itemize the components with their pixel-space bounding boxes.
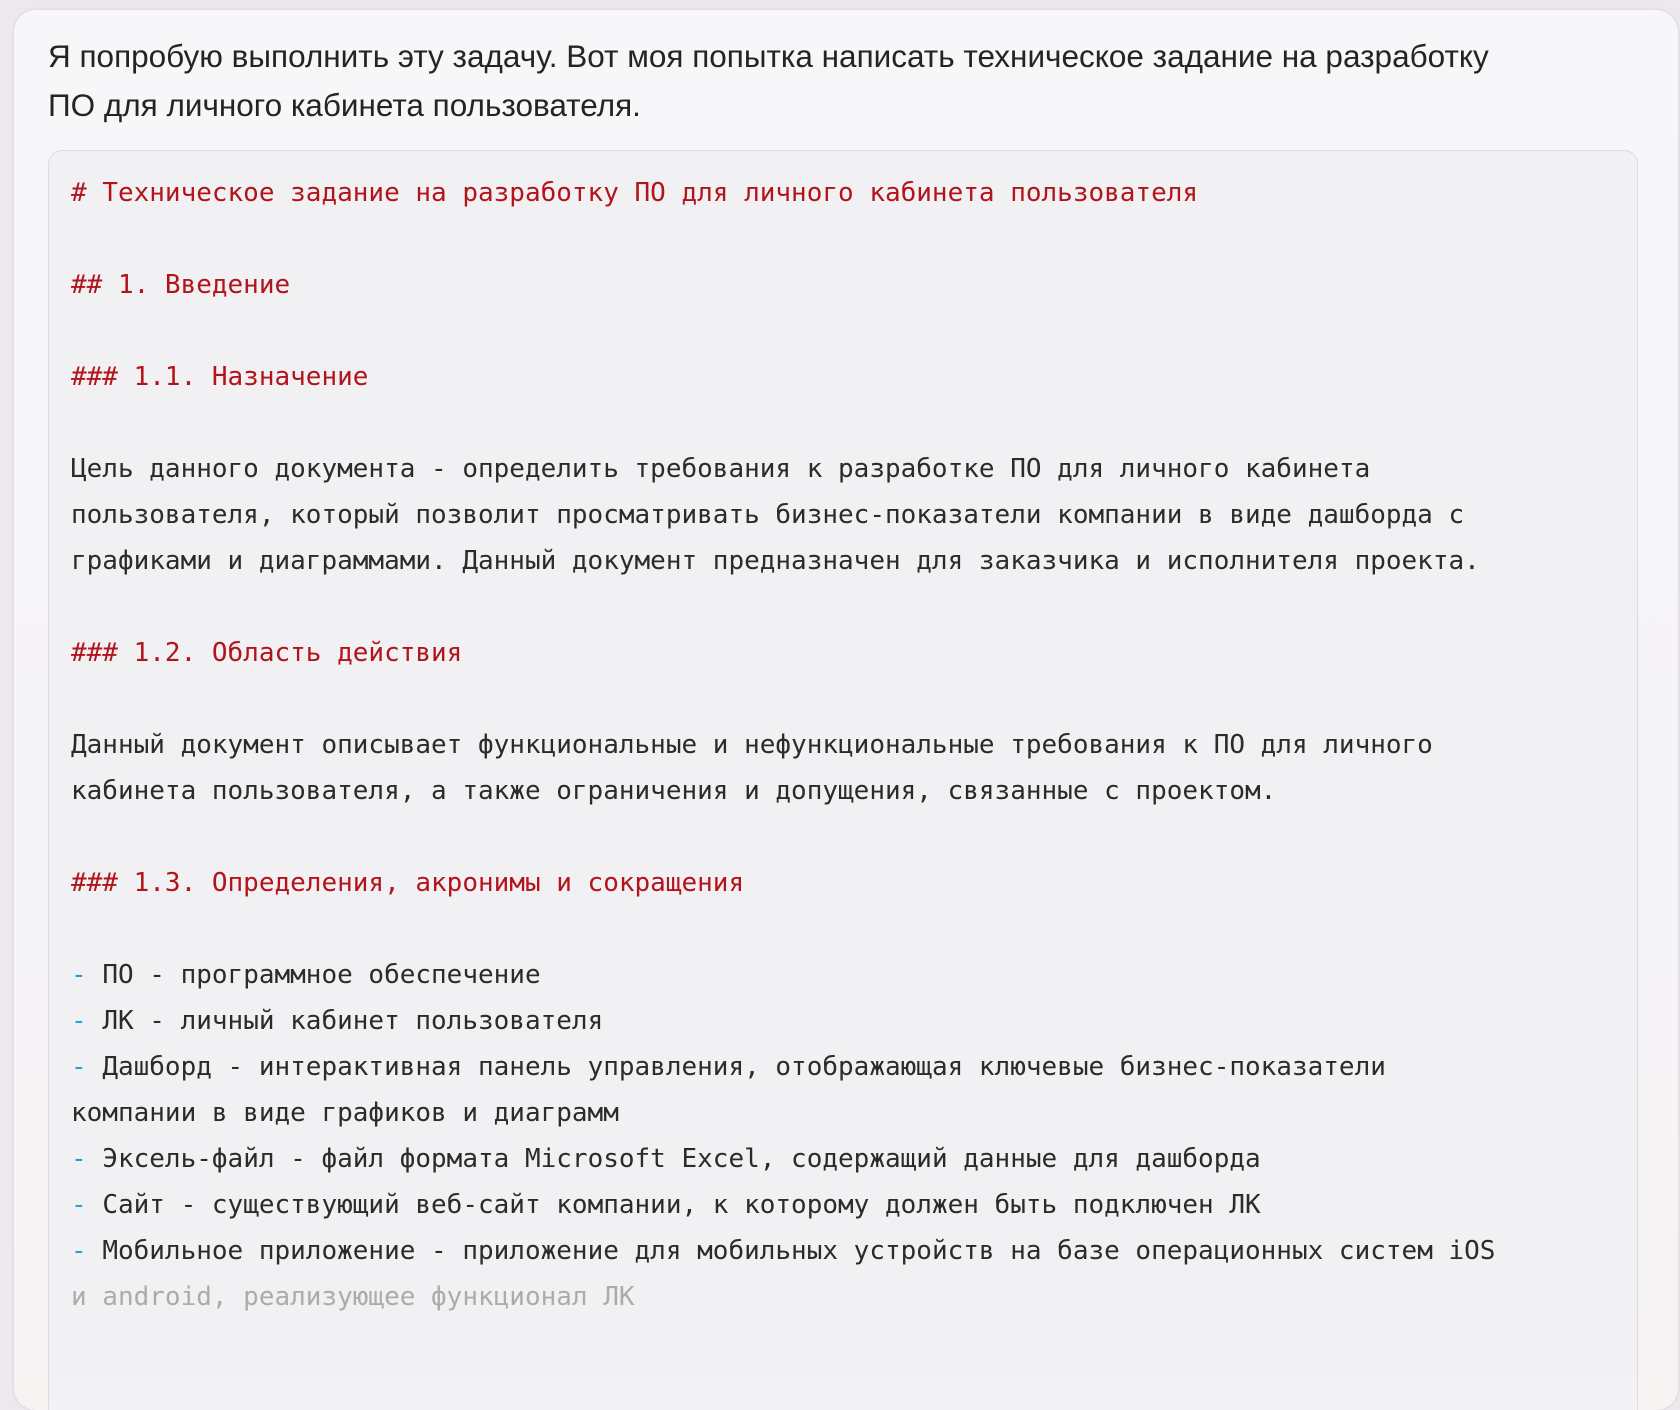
definition-continuation: и android, реализующее функционал ЛК xyxy=(71,1282,635,1312)
intro-line-1: Я попробую выполнить эту задачу. Вот моя попытка написать техническое задание на разработку xyxy=(48,38,1489,74)
bullet-dash: - xyxy=(71,1144,87,1174)
bullet-dash: - xyxy=(71,1190,87,1220)
subsection-heading-definitions: ### 1.3. Определения, акронимы и сокращения xyxy=(71,868,745,898)
definition-text: Сайт - существующий веб-сайт компании, к которому должен быть подключен ЛК xyxy=(102,1190,1261,1220)
definition-list-item xyxy=(71,1231,1495,1271)
scope-text-line: Данный документ описывает функциональные и нефункциональные требования к ПО для личного xyxy=(71,730,1433,760)
bullet-dash: - xyxy=(71,1052,87,1082)
purpose-text-line: графиками и диаграммами. Данный документ предназначен для заказчика и исполнителя проекта. xyxy=(71,546,1480,576)
chat-message-bubble xyxy=(14,10,1678,1410)
definition-text: ЛК - личный кабинет пользователя xyxy=(102,1006,604,1036)
definition-list-item xyxy=(71,1185,1261,1225)
definition-list-item xyxy=(71,955,541,995)
definition-continuation: компании в виде графиков и диаграмм xyxy=(71,1098,619,1128)
code-block xyxy=(48,150,1638,1410)
bullet-dash: - xyxy=(71,960,87,990)
definition-text: Мобильное приложение - приложение для мобильных устройств на базе операционных систем iOS xyxy=(102,1236,1496,1266)
definition-text: ПО - программное обеспечение xyxy=(102,960,541,990)
purpose-text-line: пользователя, который позволит просматривать бизнес-показатели компании в виде дашборда с xyxy=(71,500,1465,530)
bullet-dash: - xyxy=(71,1006,87,1036)
subsection-heading-scope: ### 1.2. Область действия xyxy=(71,638,463,668)
purpose-text-line: Цель данного документа - определить требования к разработке ПО для личного кабинета xyxy=(71,454,1371,484)
definition-list-item xyxy=(71,1047,1386,1087)
subsection-heading-purpose: ### 1.1. Назначение xyxy=(71,362,369,392)
doc-title-heading: # Техническое задание на разработку ПО для личного кабинета пользователя xyxy=(71,178,1199,208)
definition-list-item xyxy=(71,1139,1261,1179)
scope-text-line: кабинета пользователя, а также ограничения и допущения, связанные с проектом. xyxy=(71,776,1277,806)
definition-text: Эксель-файл - файл формата Microsoft Excel, содержащий данные для дашборда xyxy=(102,1144,1261,1174)
section-heading-introduction: ## 1. Введение xyxy=(71,270,291,300)
definition-list-item xyxy=(71,1001,603,1041)
bullet-dash: - xyxy=(71,1236,87,1266)
bottom-fade-overlay xyxy=(49,1369,1637,1410)
definition-text: Дашборд - интерактивная панель управления, отображающая ключевые бизнес-показатели xyxy=(102,1052,1386,1082)
message-intro-text xyxy=(48,32,1638,130)
intro-line-2: ПО для личного кабинета пользователя. xyxy=(48,87,641,123)
